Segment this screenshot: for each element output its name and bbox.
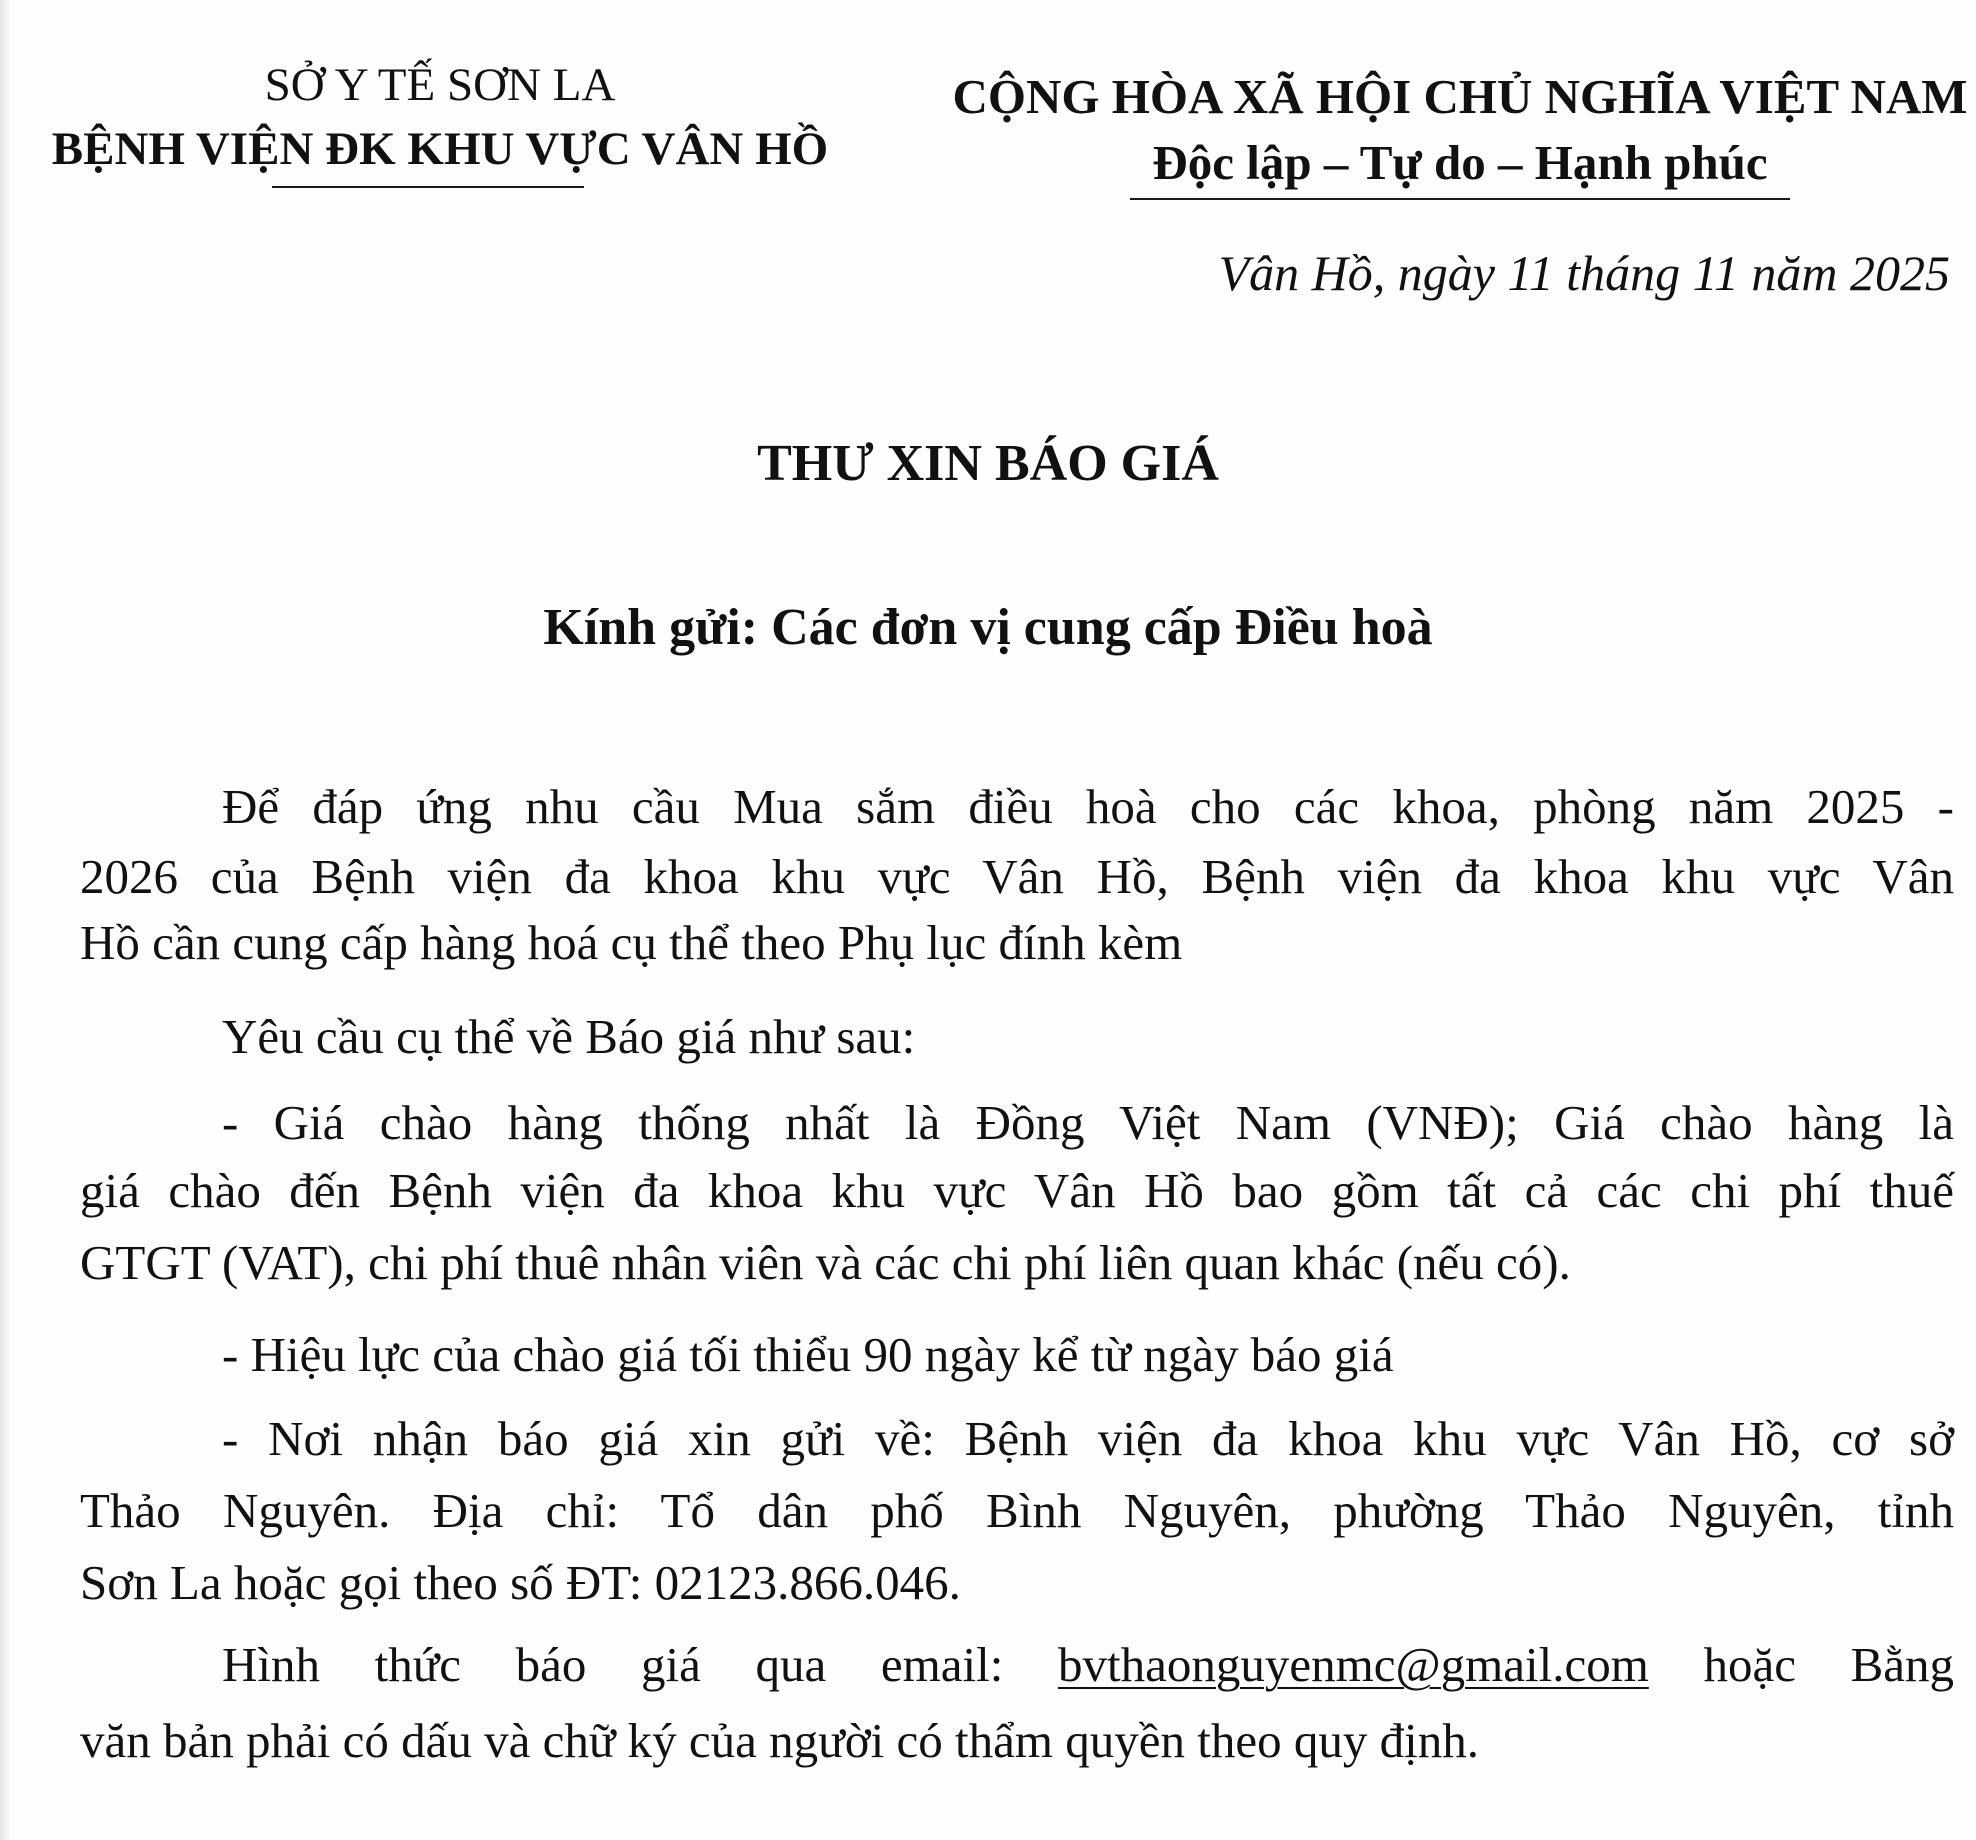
email-suffix: hoặc Bằng	[1703, 1637, 1955, 1692]
date-place-line: Vân Hồ, ngày 11 tháng 11 năm 2025	[1218, 245, 1950, 301]
bullet-line: - Nơi nhận báo giá xin gửi về: Bệnh viện đa khoa khu vực Vân Hồ, cơ sở	[222, 1411, 1954, 1466]
paragraph-line: Để đáp ứng nhu cầu Mua sắm điều hoà cho các khoa, phòng năm 2025 -	[222, 779, 1954, 834]
email-paragraph-line	[222, 1637, 1955, 1692]
org-parent-name: SỞ Y TẾ SƠN LA	[264, 59, 616, 111]
requirements-intro: Yêu cầu cụ thể về Báo giá như sau:	[222, 1009, 916, 1064]
bullet-line: Thảo Nguyên. Địa chỉ: Tổ dân phố Bình Nguyên, phường Thảo Nguyên, tỉnh	[80, 1483, 1954, 1538]
document-title: THƯ XIN BÁO GIÁ	[757, 435, 1219, 492]
paragraph-line: Hồ cần cung cấp hàng hoá cụ thể theo Phụ lục đính kèm	[80, 915, 1183, 970]
email-link[interactable]: bvthaonguyenmc@gmail.com	[1058, 1637, 1649, 1692]
bullet-line: - Giá chào hàng thống nhất là Đồng Việt Nam (VNĐ); Giá chào hàng là	[222, 1095, 1954, 1150]
scan-edge-shadow	[0, 0, 10, 1840]
national-motto: Độc lập – Tự do – Hạnh phúc	[1152, 135, 1768, 190]
paragraph-line: 2026 của Bệnh viện đa khoa khu vực Vân Hồ, Bệnh viện đa khoa khu vực Vân	[80, 849, 1954, 904]
motto-underline	[1130, 198, 1790, 200]
email-paragraph-line: văn bản phải có dấu và chữ ký của người có thẩm quyền theo quy định.	[80, 1713, 1479, 1768]
recipient-line: Kính gửi: Các đơn vị cung cấp Điều hoà	[543, 599, 1433, 656]
org-underline	[272, 186, 584, 188]
bullet-line: GTGT (VAT), chi phí thuê nhân viên và các chi phí liên quan khác (nếu có).	[80, 1235, 1571, 1290]
org-name: BỆNH VIỆN ĐK KHU VỰC VÂN HỒ	[51, 123, 829, 175]
national-title: CỘNG HÒA XÃ HỘI CHỦ NGHĨA VIỆT NAM	[952, 69, 1968, 124]
bullet-line: Sơn La hoặc gọi theo số ĐT: 02123.866.046.	[80, 1555, 961, 1610]
bullet-line: - Hiệu lực của chào giá tối thiểu 90 ngày kể từ ngày báo giá	[222, 1327, 1394, 1382]
email-prefix: Hình thức báo giá qua email:	[222, 1637, 1004, 1692]
bullet-line: giá chào đến Bệnh viện đa khoa khu vực Vân Hồ bao gồm tất cả các chi phí thuế	[80, 1163, 1954, 1218]
